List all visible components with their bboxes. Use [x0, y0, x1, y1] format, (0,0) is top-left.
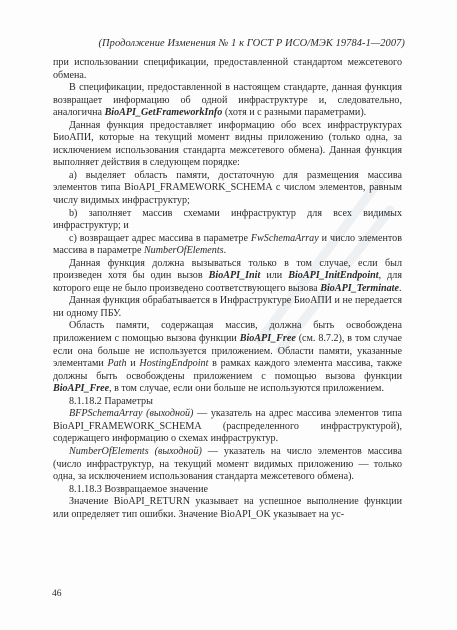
emphasized-term: BioAPI_Init: [208, 270, 261, 282]
text-run: В спецификации, предоставленной в настоящем стандарте, данная функция возвращает информацию об одной инфраструктуре и, следовательно, аналогична: [53, 82, 402, 119]
page-number: 46: [52, 589, 62, 599]
emphasized-term: HostingEndpoint: [139, 358, 209, 370]
paragraph: [53, 446, 402, 484]
section-heading: [53, 396, 402, 409]
text-run: b) заполняет массив схемами инфраструктур для всех видимых инфраструктур; и: [53, 207, 402, 232]
section-heading: [53, 484, 402, 497]
text-run: Данная функция предоставляет информацию обо всех инфраструктурах БиоАПИ, которые на текущий момент видны приложению (только одна, за исключением использования стандарта межсетевого обмена). Данная функция выполняет действия в следующем порядке:: [53, 119, 402, 169]
text-run: и: [126, 358, 140, 370]
text-run: или: [260, 270, 289, 282]
text-run: (см. 8.7.2), в том случае если она больше не используется приложением. Области памяти, указанные элементами: [53, 333, 402, 370]
text-run: Данная функция обрабатывается в Инфраструктуре БиоАПИ и не передается ни одному ПБУ.: [53, 295, 402, 319]
text-run: и число элементов массива в параметре: [53, 232, 402, 257]
paragraph: [53, 496, 402, 521]
running-header: (Продолжение Изменения № 1 к ГОСТ Р ИСО/МЭК 19784-1—2007): [98, 38, 405, 49]
text-run: при использовании спецификации, предоставленной стандартом межсетевого обмена.: [53, 57, 402, 81]
text-run: c) возвращает адрес массива в параметре: [69, 232, 251, 244]
paragraph: [53, 295, 402, 320]
paragraph: [53, 82, 402, 120]
paragraph: [53, 408, 402, 446]
text-run: , для которого еще не было произведено соответствующего вызова: [53, 270, 402, 294]
text-run: 8.1.18.2 Параметры: [69, 395, 153, 407]
text-run: Область памяти, содержащая массив, должна быть освобождена приложением с помощью вызова функции: [53, 320, 402, 345]
emphasized-term: BioAPI_InitEndpoint: [288, 270, 379, 282]
emphasized-term: NumberOfElements: [143, 245, 224, 257]
text-run: Значение BioAPI_RETURN указывает на успешное выполнение функции или определяет тип ошибки. Значение BioAPI_OK указывает на ус-: [53, 496, 402, 520]
text-run: в рамках каждого элемента массива, также должны быть освобождены приложением с помощью вызова функции: [53, 358, 402, 382]
emphasized-term: BFPSchemaArray (выходной): [69, 408, 194, 420]
text-run: .: [398, 282, 402, 294]
paragraph: [53, 120, 402, 170]
emphasized-term: BioAPI_Free: [53, 383, 110, 395]
emphasized-term: NumberOfElements (выходной): [69, 445, 202, 457]
emphasized-term: FwSchemaArray: [250, 232, 319, 244]
text-run: Данная функция должна вызываться только в том случае, если был произведен хотя бы один вызов: [53, 257, 402, 282]
paragraph: [53, 320, 402, 395]
text-run: (хотя и с разными параметрами).: [222, 107, 367, 119]
paragraph: [53, 208, 402, 233]
text-run: 8.1.18.3 Возвращаемое значение: [69, 483, 208, 495]
emphasized-term: BioAPI_GetFrameworkInfo: [104, 107, 223, 119]
text-run: — указатель на число элементов массива (число инфраструктур, на текущий момент видимых приложению — только одна, за исключением использования стандарта межсетевого обмена).: [53, 445, 402, 483]
paragraph: [53, 258, 402, 296]
paragraph: [53, 57, 402, 82]
text-run: — указатель на адрес массива элементов типа BioAPI_FRAMEWORK_SCHEMA (распределенного инфраструктурой), содержащего информацию о схемах инфраструктур.: [53, 408, 402, 445]
emphasized-term: BioAPI_Free: [239, 333, 296, 345]
document-body: [53, 57, 402, 521]
emphasized-term: Path: [107, 358, 127, 370]
emphasized-term: BioAPI_Terminate: [320, 282, 399, 294]
text-run: a) выделяет область памяти, достаточную для размещения массива элементов типа BioAPI_FRAMEWORK_SCHEMA с числом элементов, равным числу видимых инфраструктур;: [53, 169, 402, 207]
paragraph: [53, 170, 402, 208]
text-run: .: [223, 245, 227, 257]
text-run: , в том случае, если они больше не используются приложением.: [109, 383, 384, 395]
paragraph: [53, 233, 402, 258]
